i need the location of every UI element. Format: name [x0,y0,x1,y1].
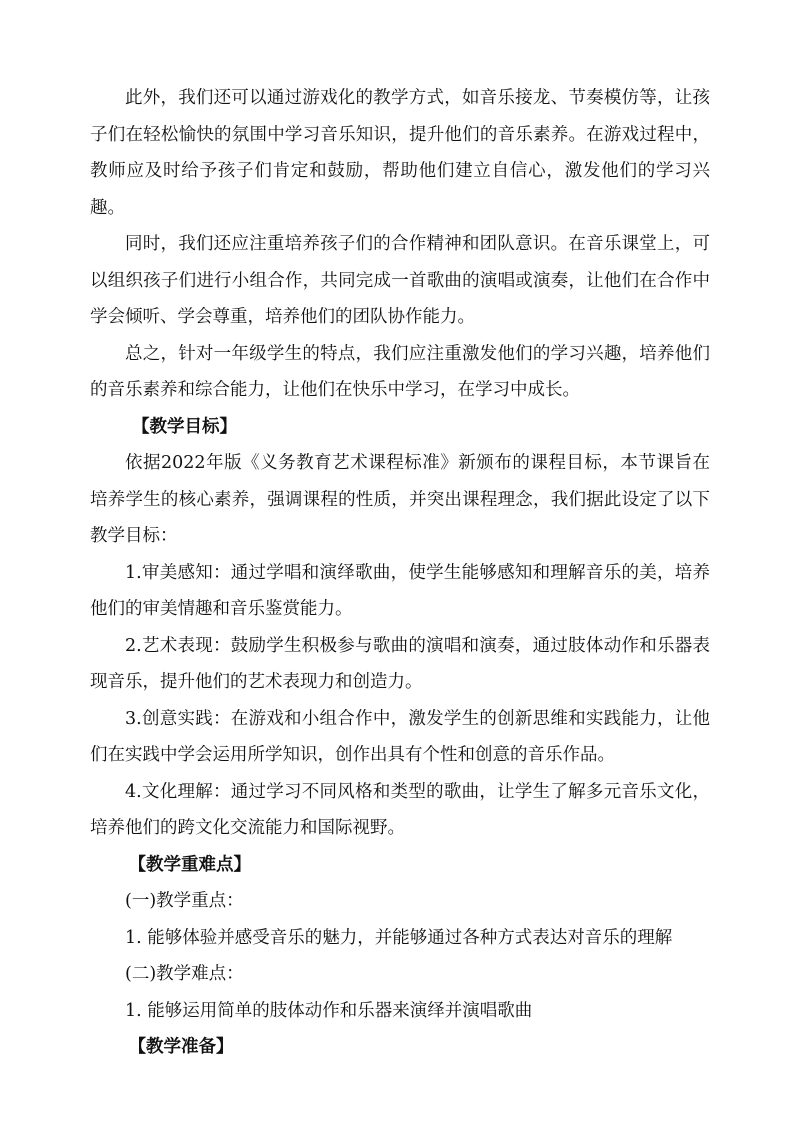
paragraph-goals-intro: 依据2022年版《义务教育艺术课程标准》新颁布的课程目标，本节课旨在培养学生的核心素养，强调课程的性质，并突出课程理念，我们据此设定了以下教学目标： [90,453,710,546]
document-body [90,80,710,1066]
heading-teaching-preparation: 【教学准备】 [128,1037,234,1057]
goal-item-cultural-understanding: 4.文化理解：通过学习不同风格和类型的歌曲，让学生了解多元音乐文化，培养他们的跨文化交流能力和国际视野。 [90,781,710,838]
paragraph-cooperation: 同时，我们还应注重培养孩子们的合作精神和团队意识。在音乐课堂上，可以组织孩子们进行小组合作，共同完成一首歌曲的演唱或演奏，让他们在合作中学会倾听、学会尊重，培养他们的团队协作能力。 [90,234,710,327]
label-teaching-focus: (一)教学重点： [125,891,244,911]
paragraph-summary: 总之，针对一年级学生的特点，我们应注重激发他们的学习兴趣，培养他们的音乐素养和综合能力，让他们在快乐中学习，在学习中成长。 [90,343,710,400]
focus-item: 1. 能够体验并感受音乐的魅力，并能够通过各种方式表达对音乐的理解 [125,927,673,948]
goal-item-creative-practice: 3.创意实践：在游戏和小组合作中，激发学生的创新思维和实践能力，让他们在实践中学会运用所学知识，创作出具有个性和创意的音乐作品。 [90,708,710,765]
paragraph-game-teaching: 此外，我们还可以通过游戏化的教学方式，如音乐接龙、节奏模仿等，让孩子们在轻松愉快的氛围中学习音乐知识，提升他们的音乐素养。在游戏过程中，教师应及时给予孩子们肯定和鼓励，帮助他们建立自信心，激发他们的学习兴趣。 [90,88,710,218]
heading-teaching-goals: 【教学目标】 [132,416,237,437]
goal-item-artistic-expression: 2.艺术表现：鼓励学生积极参与歌曲的演唱和演奏，通过肢体动作和乐器表现音乐，提升他们的艺术表现力和创造力。 [90,635,710,692]
heading-key-difficult-points: 【教学重难点】 [128,854,251,875]
goal-item-aesthetic-perception: 1.审美感知：通过学唱和演绎歌曲，使学生能够感知和理解音乐的美，培养他们的审美情趣和音乐鉴赏能力。 [90,562,710,619]
difficulty-item: 1. 能够运用简单的肢体动作和乐器来演绎并演唱歌曲 [125,1000,533,1021]
label-teaching-difficulty: (二)教学难点： [125,964,244,984]
